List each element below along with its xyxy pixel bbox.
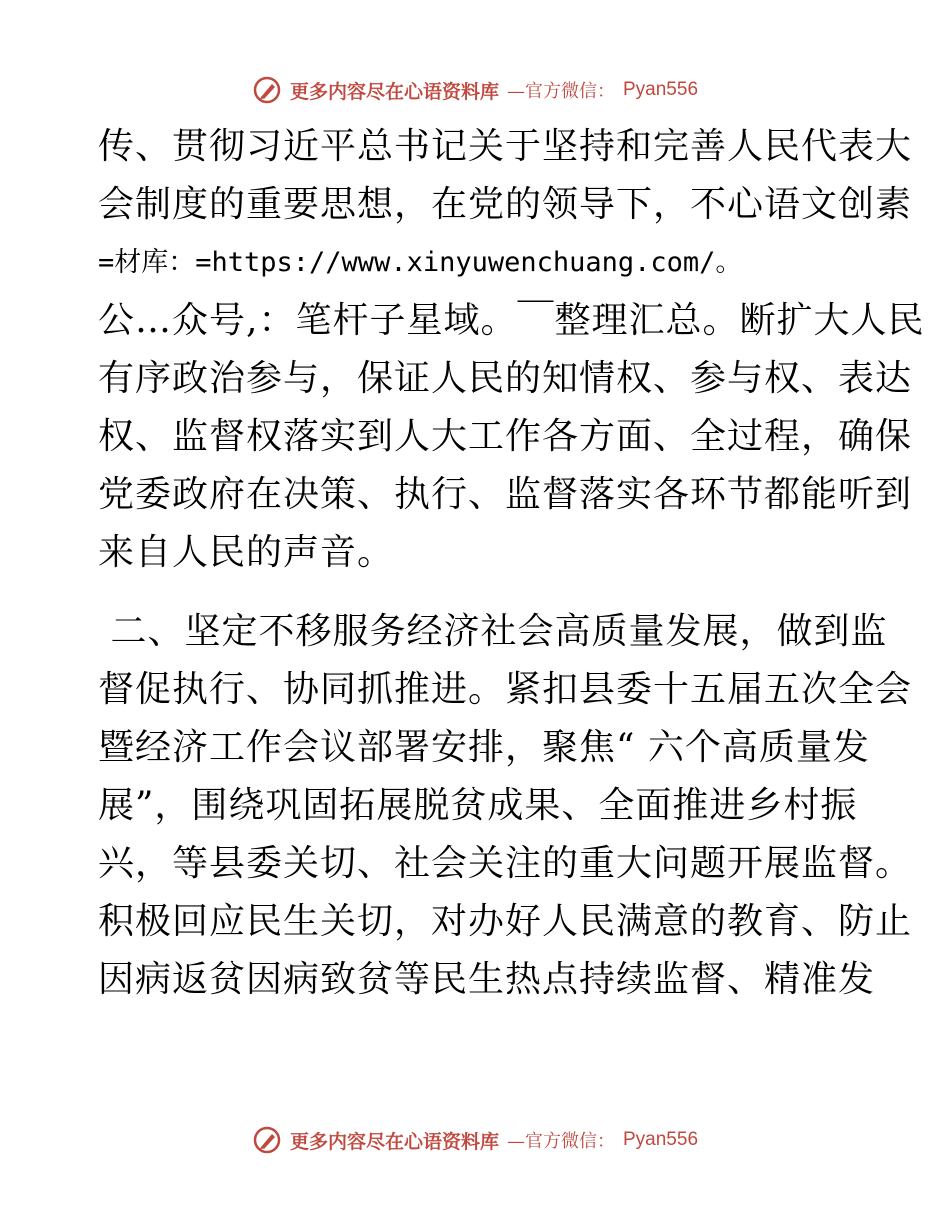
document-body: [98, 118, 925, 1009]
banner-wechat-id: Pyan556: [623, 79, 699, 100]
text-line-url: =材库：=https://www.xinyuwenchuang.com/。: [98, 247, 743, 278]
pen-nib-logo-icon: [252, 1125, 282, 1155]
section-heading-line: 二、坚定不移服务经济社会高质量发展，做到监: [98, 611, 888, 652]
banner-main-text: 更多内容尽在心语资料库: [289, 80, 499, 103]
text-line: 会制度的重要思想，在党的领导下，不心语文创素: [98, 184, 913, 225]
text-line: 暨经济工作会议部署安排，聚焦“ 六个高质量发: [98, 727, 870, 768]
footer-watermark-banner: [0, 1122, 950, 1158]
banner-sub-text: —官方微信：: [507, 81, 615, 102]
text-line: 展”，围绕巩固拓展脱贫成果、全面推进乡村振: [98, 785, 858, 826]
text-line: 因病返贫因病致贫等民生热点持续监督、精准发: [98, 959, 876, 1000]
text-line: 积极回应民生关切，对办好人民满意的教育、防止: [98, 901, 913, 942]
text-line: 传、贯彻习近平总书记关于坚持和完善人民代表大: [98, 126, 913, 167]
header-watermark-banner: [0, 72, 950, 108]
text-line: 兴，等县委关切、社会关注的重大问题开展监督。: [98, 843, 913, 884]
banner-main-text: 更多内容尽在心语资料库: [289, 1130, 499, 1153]
text-line: 督促执行、协同抓推进。紧扣县委十五届五次全会: [98, 669, 913, 710]
banner-sub-text: —官方微信：: [507, 1131, 615, 1152]
text-line: 来自人民的声音。: [98, 532, 395, 573]
text-line: 权、监督权落实到人大工作各方面、全过程，确保: [98, 416, 913, 457]
banner-wechat-id: Pyan556: [623, 1129, 699, 1150]
text-line: 有序政治参与，保证人民的知情权、参与权、表达: [98, 358, 913, 399]
text-line: 公…众号,：笔杆子星域。￣整理汇总。断扩大人民: [98, 300, 925, 341]
text-line: 党委政府在决策、执行、监督落实各环节都能听到: [98, 474, 913, 515]
pen-nib-logo-icon: [252, 75, 282, 105]
